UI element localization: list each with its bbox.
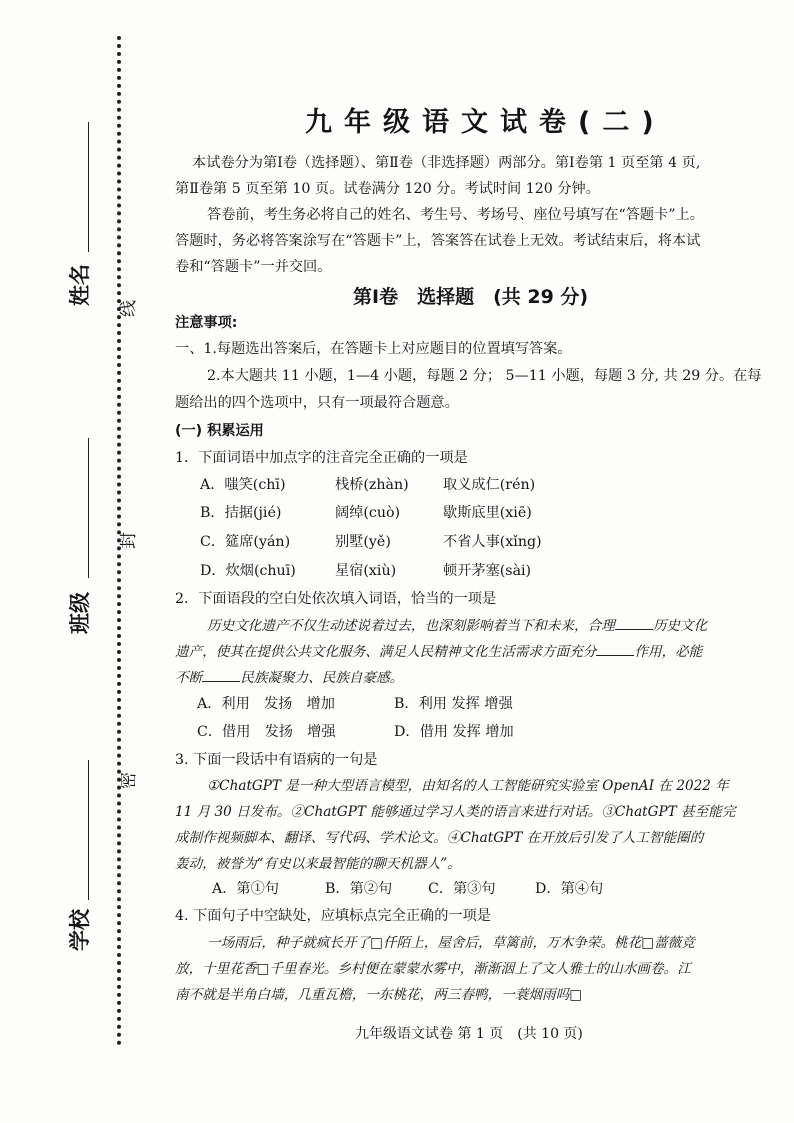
page-footer: 九年级语文试卷 第 1 页 (共 10 页) [355, 1026, 583, 1042]
seal-word-line: 线 [119, 300, 139, 317]
class-label: 班级 [68, 592, 92, 634]
q4-passage-line: 放，十里花香□千里春光。乡村便在蒙蒙水雾中，渐渐洇上了文人雅士的山水画卷。江 [175, 961, 691, 977]
q1-option-c-1: C．筵席(yán) [200, 534, 291, 550]
rule-line: 2.本大题共 11 小题，1—4 小题，每题 2 分； 5—11 小题，每题 3 分, 共 29 分。在每 [207, 368, 762, 384]
q2-passage-line [175, 640, 702, 660]
q3-passage-line: 成制作视频脚本、翻译、写代码、学术论文。④ChatGPT 在开放后引发了人工智能圈的 [175, 830, 704, 846]
q1-option-a-3: 取义成仁(rén) [443, 477, 536, 493]
q1-option-c-2: 别墅(yě) [335, 534, 391, 550]
q3-passage-line: ①ChatGPT 是一种大型语言模型，由知名的人工智能研究实验室 OpenAI 在 2022 年 [207, 778, 729, 794]
intro-line: 第Ⅱ卷第 5 页至第 10 页。试卷满分 120 分。考试时间 120 分钟。 [175, 181, 600, 197]
q2-passage-text: 作用，必能 [634, 644, 703, 660]
class-blank[interactable] [88, 438, 89, 578]
notice-line: 答卷前，考生务必将自己的姓名、考生号、考场号、座位号填写在“答题卡”上。 [207, 207, 704, 223]
name-label: 姓名 [68, 264, 92, 306]
seal-word-secret: 密 [119, 772, 139, 789]
question-2-stem: 2．下面语段的空白处依次填入词语，恰当的一项是 [175, 591, 497, 607]
question-4-stem: 4. 下面句子中空缺处，应填标点完全正确的一项是 [175, 908, 491, 924]
q1-option-d-1: D．炊烟(chuī) [200, 563, 296, 579]
attention-label: 注意事项: [175, 315, 238, 331]
section-title: 第Ⅰ卷 选择题 (共 29 分) [353, 286, 589, 308]
q2-blank-3 [202, 667, 240, 682]
q2-passage-text: 民族凝聚力、民族自豪感。 [240, 670, 404, 686]
q3-option-a: A．第①句 [212, 881, 279, 897]
q2-passage-text: 历史文化遗产不仅生动述说着过去，也深刻影响着当下和未来，合理 [207, 618, 615, 634]
rule-line: 一、1.每题选出答案后，在答题卡上对应题目的位置填写答案。 [175, 341, 572, 357]
q2-passage-line [207, 614, 707, 634]
q1-option-d-3: 顿开茅塞(sài) [443, 563, 532, 579]
q1-option-b-1: B．拮据(jié) [200, 505, 282, 521]
seal-word-seal: 封 [119, 532, 139, 549]
notice-line: 答题时，务必将答案涂写在“答题卡”上，答案答在试卷上无效。考试结束后，将本试 [175, 233, 701, 249]
q2-passage-text: 历史文化 [652, 618, 708, 634]
q3-option-d: D．第④句 [535, 881, 604, 897]
question-1-stem: 1．下面词语中加点字的注音完全正确的一项是 [175, 450, 468, 466]
q2-passage-line [175, 666, 403, 686]
q2-passage-text: 不断 [175, 670, 203, 686]
part-label: (一) 积累运用 [175, 423, 264, 439]
q2-option-c: C．借用 发扬 增强 [197, 724, 336, 740]
q4-passage-line: 南不就是半角白墙，几重瓦檐，一东桃花，两三春鸭，一蓑烟雨吗□ [175, 987, 583, 1003]
q2-blank-2 [596, 641, 634, 656]
q1-option-a-2: 栈桥(zhàn) [335, 477, 409, 493]
name-blank[interactable] [88, 122, 89, 252]
question-3-stem: 3. 下面一段话中有语病的一句是 [175, 752, 378, 768]
q2-option-a: A．利用 发扬 增加 [197, 696, 335, 712]
q4-passage-line: 一场雨后，种子就疯长开了□仟陌上，屋舍后，草篱前，万木争荣。桃花□蔷薇竞 [207, 935, 695, 951]
q2-option-d: D．借用 发挥 增加 [394, 724, 514, 740]
q3-passage-line: 轰动，被誉为“有史以来最智能的聊天机器人”。 [175, 856, 461, 872]
q3-option-b: B．第②句 [325, 881, 393, 897]
q2-passage-text: 遗产，使其在提供公共文化服务、满足人民精神文化生活需求方面充分 [175, 644, 597, 660]
school-label: 学校 [68, 909, 92, 951]
q1-option-c-3: 不省人事(xǐng) [443, 534, 542, 550]
page-title: 九年级语文试卷(二) [305, 107, 666, 138]
q1-option-d-2: 星宿(xiù) [335, 563, 397, 579]
q1-option-b-3: 歇斯底里(xiē) [443, 505, 532, 521]
q2-option-b: B．利用 发挥 增强 [394, 696, 513, 712]
q1-option-a-1: A．嗤笑(chī) [200, 477, 286, 493]
q3-option-c: C．第③句 [428, 881, 496, 897]
school-blank[interactable] [88, 760, 89, 900]
intro-line: 本试卷分为第Ⅰ卷（选择题）、第Ⅱ卷（非选择题）两部分。第Ⅰ卷第 1 页至第 4 页, [192, 155, 701, 171]
q1-option-b-2: 阔绰(cuò) [335, 505, 401, 521]
q3-passage-line: 11 月 30 日发布。②ChatGPT 能够通过学习人类的语言来进行对话。③ChatGPT 甚至能完 [175, 804, 736, 820]
notice-line: 卷和“答题卡”一并交回。 [175, 259, 332, 275]
q2-blank-1 [615, 615, 653, 630]
rule-line: 题给出的四个选项中，只有一项最符合题意。 [175, 395, 459, 411]
